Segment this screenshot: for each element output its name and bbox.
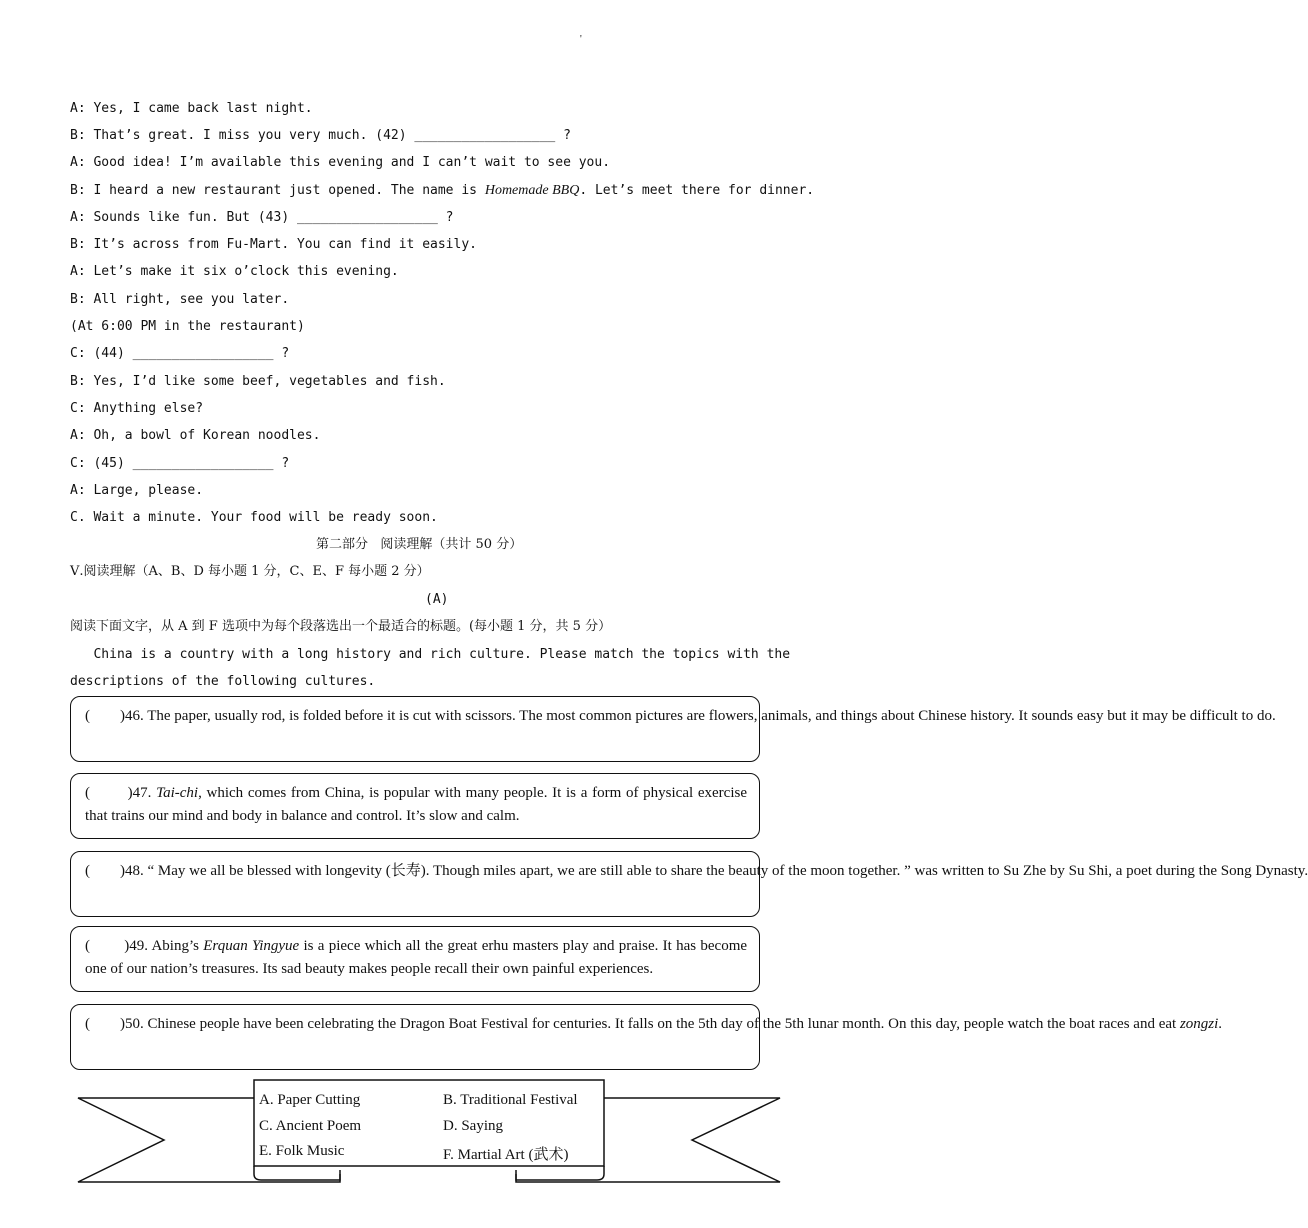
dialogue-line: B: It’s across from Fu-Mart. You can find it easily. [70,237,477,252]
italic-term: Erquan Yingyue [203,938,300,954]
dialogue-line-restaurant [70,182,814,200]
section-title: Ⅴ.阅读理解（A、B、D 每小题 1 分，C、E、F 每小题 2 分） [70,564,430,579]
question-text: ( )46. The paper, usually rod, is folded before it is cut with scissors. The most common pictures are flowers, animals, and things about Chinese history. It sounds easy but it may be difficult to do. [85,708,1276,724]
dialogue-line: C. Wait a minute. Your food will be ready soon. [70,510,438,525]
dialogue-text-tail: . Let’s meet there for dinner. [579,183,815,198]
restaurant-name: Homemade BBQ [484,183,580,198]
instruction: 阅读下面文字，从 A 到 F 选项中为每个段落选出一个最适合的标题。(每小题 1 分，共 5 分） [70,619,612,634]
dialogue-line: C: (44) __________________ ? [70,346,290,361]
option-e: E. Folk Music [259,1143,345,1159]
option-a: A. Paper Cutting [259,1092,361,1108]
italic-term: Tai-chi [156,785,199,801]
question-box-50 [70,1004,1223,1070]
question-box-46 [70,696,1276,762]
dialogue-text: B: I heard a new restaurant just opened. The name is [70,183,485,198]
question-box-49 [70,926,760,992]
question-prefix: ( )49. Abing’s [85,938,204,954]
option-b: B. Traditional Festival [443,1092,578,1108]
question-box-47 [70,773,760,839]
banner-right-curl [516,1166,604,1180]
page-mark: ' [580,34,582,45]
passage-label: (A) [425,592,449,607]
question-text: is a piece which all the great erhu masters play and praise. It has become one of our nation’s treasures. Its sad beauty makes people recall their own painful experiences. [85,938,748,977]
question-box-48 [70,851,1308,917]
options-banner [76,1078,782,1188]
banner-left-curl [254,1166,340,1180]
dialogue-line: (At 6:00 PM in the restaurant) [70,319,305,334]
dialogue-line: B: Yes, I’d like some beef, vegetables and fish. [70,374,446,389]
dialogue-line: C: Anything else? [70,401,204,416]
dialogue-line: A: Good idea! I’m available this evening and I can’t wait to see you. [70,155,611,170]
dialogue-line: C: (45) __________________ ? [70,456,290,471]
question-prefix: ( )50. Chinese people have been celebrating the Dragon Boat Festival for centuries. It falls on the 5th day of the 5th lunar month. On this day, people watch the boat races and eat [85,1016,1180,1032]
option-c: C. Ancient Poem [259,1118,362,1134]
dialogue-line: A: Sounds like fun. But (43) __________________ ? [70,210,454,225]
italic-term: zongzi [1179,1016,1219,1032]
dialogue-line: A: Large, please. [70,483,204,498]
intro-text: China is a country with a long history and rich culture. Please match the topics with the [70,647,791,662]
dialogue-line: B: That’s great. I miss you very much. (42) __________________ ? [70,128,571,143]
part-title: 第二部分 阅读理解（共计 50 分） [316,537,523,552]
question-text: , which comes from China, is popular with many people. It is a form of physical exercise that trains our mind and body in balance and control. It’s slow and calm. [85,785,747,824]
dialogue-line: A: Yes, I came back last night. [70,101,313,116]
intro-text: descriptions of the following cultures. [70,674,376,689]
question-text: ( )48. “ May we all be blessed with longevity (长寿). Though miles apart, we are still able to share the beauty of the moon together. ” was written to Su Zhe by Su Shi, a poet during the Song Dynasty. [85,863,1308,879]
option-f: F. Martial Art (武术) [443,1147,569,1163]
option-d: D. Saying [443,1118,503,1134]
dialogue-line: A: Oh, a bowl of Korean noodles. [70,428,321,443]
question-prefix: ( )47. [85,785,157,801]
dialogue-line: A: Let’s make it six o’clock this evening. [70,264,399,279]
question-text: . [1218,1016,1223,1032]
dialogue-line: B: All right, see you later. [70,292,290,307]
